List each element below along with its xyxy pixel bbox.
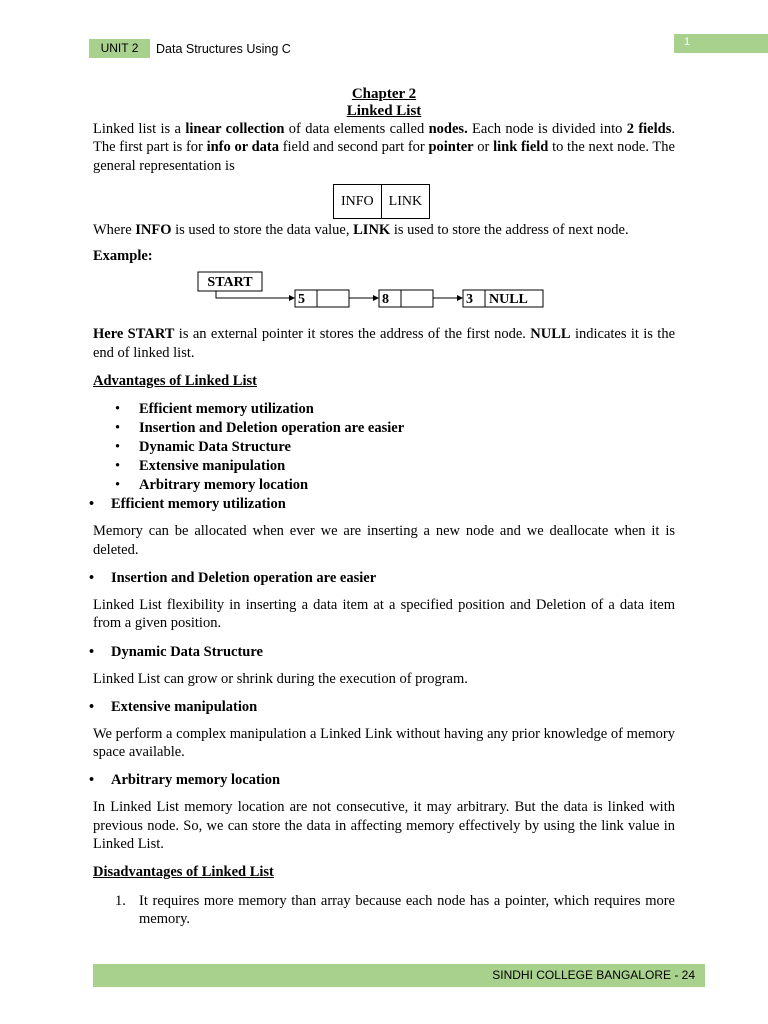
advantage-details xyxy=(93,771,675,790)
advantage-details xyxy=(93,569,675,588)
detail-text: In Linked List memory location are not consecutive, it may arbitrary. But the data is linked with previous node. So, we can store the data in affecting memory effectively by using the link value in Linked List. xyxy=(93,799,675,853)
chapter-title: Linked List xyxy=(346,103,422,119)
node-value: 8 xyxy=(382,292,389,308)
here-text: is an external pointer it stores the address of the first node. xyxy=(174,326,531,343)
disadvantages-list xyxy=(93,892,675,929)
info-field: INFO xyxy=(341,193,374,209)
intro-text: Linked list is a xyxy=(93,121,186,137)
node-value: 3 xyxy=(466,292,473,308)
intro-text: field and second part for xyxy=(278,139,429,156)
intro-text: to the next node. The general representation is xyxy=(93,139,675,174)
list-item: • Dynamic Data Structure xyxy=(93,438,675,457)
here-bold: NULL xyxy=(530,326,571,343)
list-item xyxy=(93,892,675,929)
intro-paragraph xyxy=(93,120,675,175)
intro-text: of data elements called xyxy=(284,121,429,137)
intro-bold: nodes. xyxy=(428,121,468,137)
node-value: 5 xyxy=(298,292,305,308)
start-label: START xyxy=(207,275,253,291)
list-item: • Arbitrary memory location xyxy=(93,476,675,495)
detail-text: Linked List flexibility in inserting a data item at a specified position and Deletion of a data item from a given position. xyxy=(93,596,675,632)
detail-title: • Efficient memory utilization xyxy=(93,495,675,514)
linked-list-diagram xyxy=(93,271,675,317)
here-bold: Here START xyxy=(93,326,175,343)
intro-text: or xyxy=(473,139,494,156)
intro-bold: link field xyxy=(493,139,549,156)
intro-text: . The first part is for xyxy=(93,121,675,156)
where-text: Where xyxy=(93,221,136,238)
where-text: is used to store the data value, xyxy=(171,221,354,238)
detail-title: • Dynamic Data Structure xyxy=(93,643,675,662)
chapter-number: Chapter 2 xyxy=(351,86,417,102)
detail-text: Memory can be allocated when ever we are inserting a new node and we deallocate when it is deleted. xyxy=(93,523,675,558)
disadvantages-heading: Disadvantages of Linked List xyxy=(93,864,274,881)
header-title: Data Structures Using C xyxy=(156,42,291,56)
here-text: indicates it is the end of linked list. xyxy=(93,326,676,361)
unit-tag: UNIT 2 xyxy=(89,39,150,58)
where-text: is used to store the address of next node. xyxy=(390,221,629,238)
where-bold: INFO xyxy=(135,221,172,238)
detail-text: Linked List can grow or shrink during the execution of program. xyxy=(93,670,468,687)
start-arrow xyxy=(216,291,289,298)
node-arrow-head xyxy=(373,295,379,301)
detail-title: • Insertion and Deletion operation are easier xyxy=(93,569,675,588)
where-paragraph xyxy=(93,221,675,239)
null-label: NULL xyxy=(489,292,528,308)
list-item: • Insertion and Deletion operation are easier xyxy=(93,419,675,438)
here-paragraph xyxy=(93,325,675,362)
intro-bold: 2 fields xyxy=(626,121,672,137)
example-label: Example: xyxy=(93,248,153,265)
link-field: LINK xyxy=(381,185,429,218)
where-bold: LINK xyxy=(353,221,391,238)
footer: SINDHI COLLEGE BANGALORE - 24 xyxy=(93,964,705,987)
list-text: It requires more memory than array because each node has a pointer, which requires more memory. xyxy=(139,892,675,927)
list-item: • Extensive manipulation xyxy=(93,457,675,476)
detail-text: We perform a complex manipulation a Linked Link without having any prior knowledge of memory space available. xyxy=(93,725,675,761)
start-arrow-head xyxy=(289,295,295,301)
advantage-details xyxy=(93,643,675,662)
advantage-details xyxy=(93,495,675,514)
list-number: 1. xyxy=(115,892,126,909)
node-arrow-head xyxy=(457,295,463,301)
detail-title: • Extensive manipulation xyxy=(93,698,675,717)
list-item: • Efficient memory utilization xyxy=(93,400,675,419)
intro-bold: info or data xyxy=(206,139,279,156)
detail-title: • Arbitrary memory location xyxy=(93,771,675,790)
page-number: 1 xyxy=(674,34,768,53)
node-representation xyxy=(333,184,430,219)
intro-text: Each node is divided into xyxy=(467,121,627,137)
intro-bold: pointer xyxy=(428,139,474,156)
advantages-heading: Advantages of Linked List xyxy=(93,373,257,390)
advantage-details xyxy=(93,698,675,717)
intro-bold: linear collection xyxy=(185,121,285,137)
page-content xyxy=(93,86,675,928)
advantages-list xyxy=(93,400,675,495)
